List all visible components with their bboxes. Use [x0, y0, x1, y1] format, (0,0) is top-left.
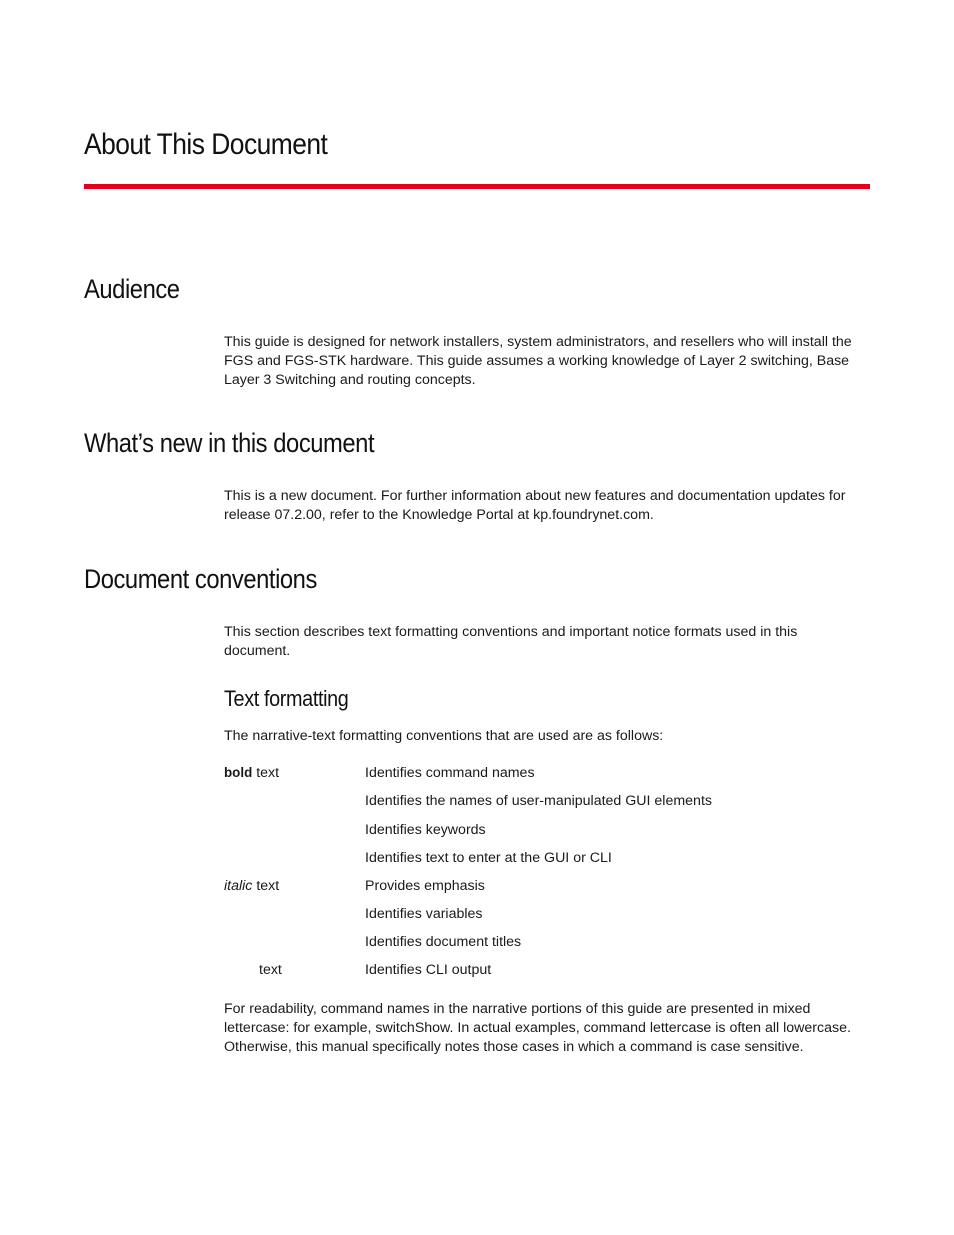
convention-row	[224, 848, 864, 868]
convention-description: Provides emphasis	[365, 878, 485, 894]
convention-row	[224, 820, 864, 840]
convention-term-plain: text	[252, 878, 280, 894]
text-formatting-intro: The narrative-text formatting conventions that are used are as follows:	[224, 728, 664, 744]
text-formatting-heading: Text formatting	[224, 686, 349, 711]
convention-term-styled: italic	[224, 878, 253, 894]
convention-description: Identifies document titles	[365, 934, 522, 950]
audience-body: This guide is designed for network installers, system administrators, and resellers who will install the FGS and FGS-STK hardware. This guide assumes a working knowledge of Layer 2 switching, Base Layer 3 Switching and routing concepts.	[224, 334, 852, 388]
convention-term-styled: bold	[224, 765, 253, 780]
convention-term	[224, 763, 279, 783]
whats-new-heading: What’s new in this document	[84, 428, 375, 458]
chapter-title: About This Document	[84, 128, 328, 161]
convention-row	[224, 932, 864, 952]
convention-row-code	[224, 960, 864, 980]
convention-description: Identifies command names	[365, 765, 535, 781]
convention-row-bold	[224, 763, 864, 783]
audience-heading: Audience	[84, 274, 180, 304]
convention-row	[224, 904, 864, 924]
convention-row	[224, 791, 864, 811]
convention-description: Identifies variables	[365, 906, 483, 922]
convention-term-plain: text	[259, 962, 282, 978]
whats-new-body: This is a new document. For further information about new features and documentation updates for release 07.2.00, refer to the Knowledge Portal at kp.foundrynet.com.	[224, 488, 846, 523]
document-conventions-body: This section describes text formatting conventions and important notice formats used in this document.	[224, 624, 798, 659]
convention-term-plain: text	[252, 765, 280, 781]
convention-description: Identifies CLI output	[365, 962, 492, 978]
convention-description: Identifies the names of user-manipulated GUI elements	[365, 793, 712, 809]
text-formatting-closing: For readability, command names in the narrative portions of this guide are presented in mixed lettercase: for example, switchShow. In actual examples, command lettercase is often all lowercase. Otherwise, this manual specifically notes those cases in which a command is case sensitive.	[224, 1001, 851, 1055]
document-conventions-heading: Document conventions	[84, 564, 317, 594]
convention-description: Identifies text to enter at the GUI or CLI	[365, 850, 612, 866]
convention-row-italic	[224, 876, 864, 896]
convention-description: Identifies keywords	[365, 822, 486, 838]
convention-term	[224, 876, 279, 896]
chapter-title-rule	[84, 184, 870, 189]
